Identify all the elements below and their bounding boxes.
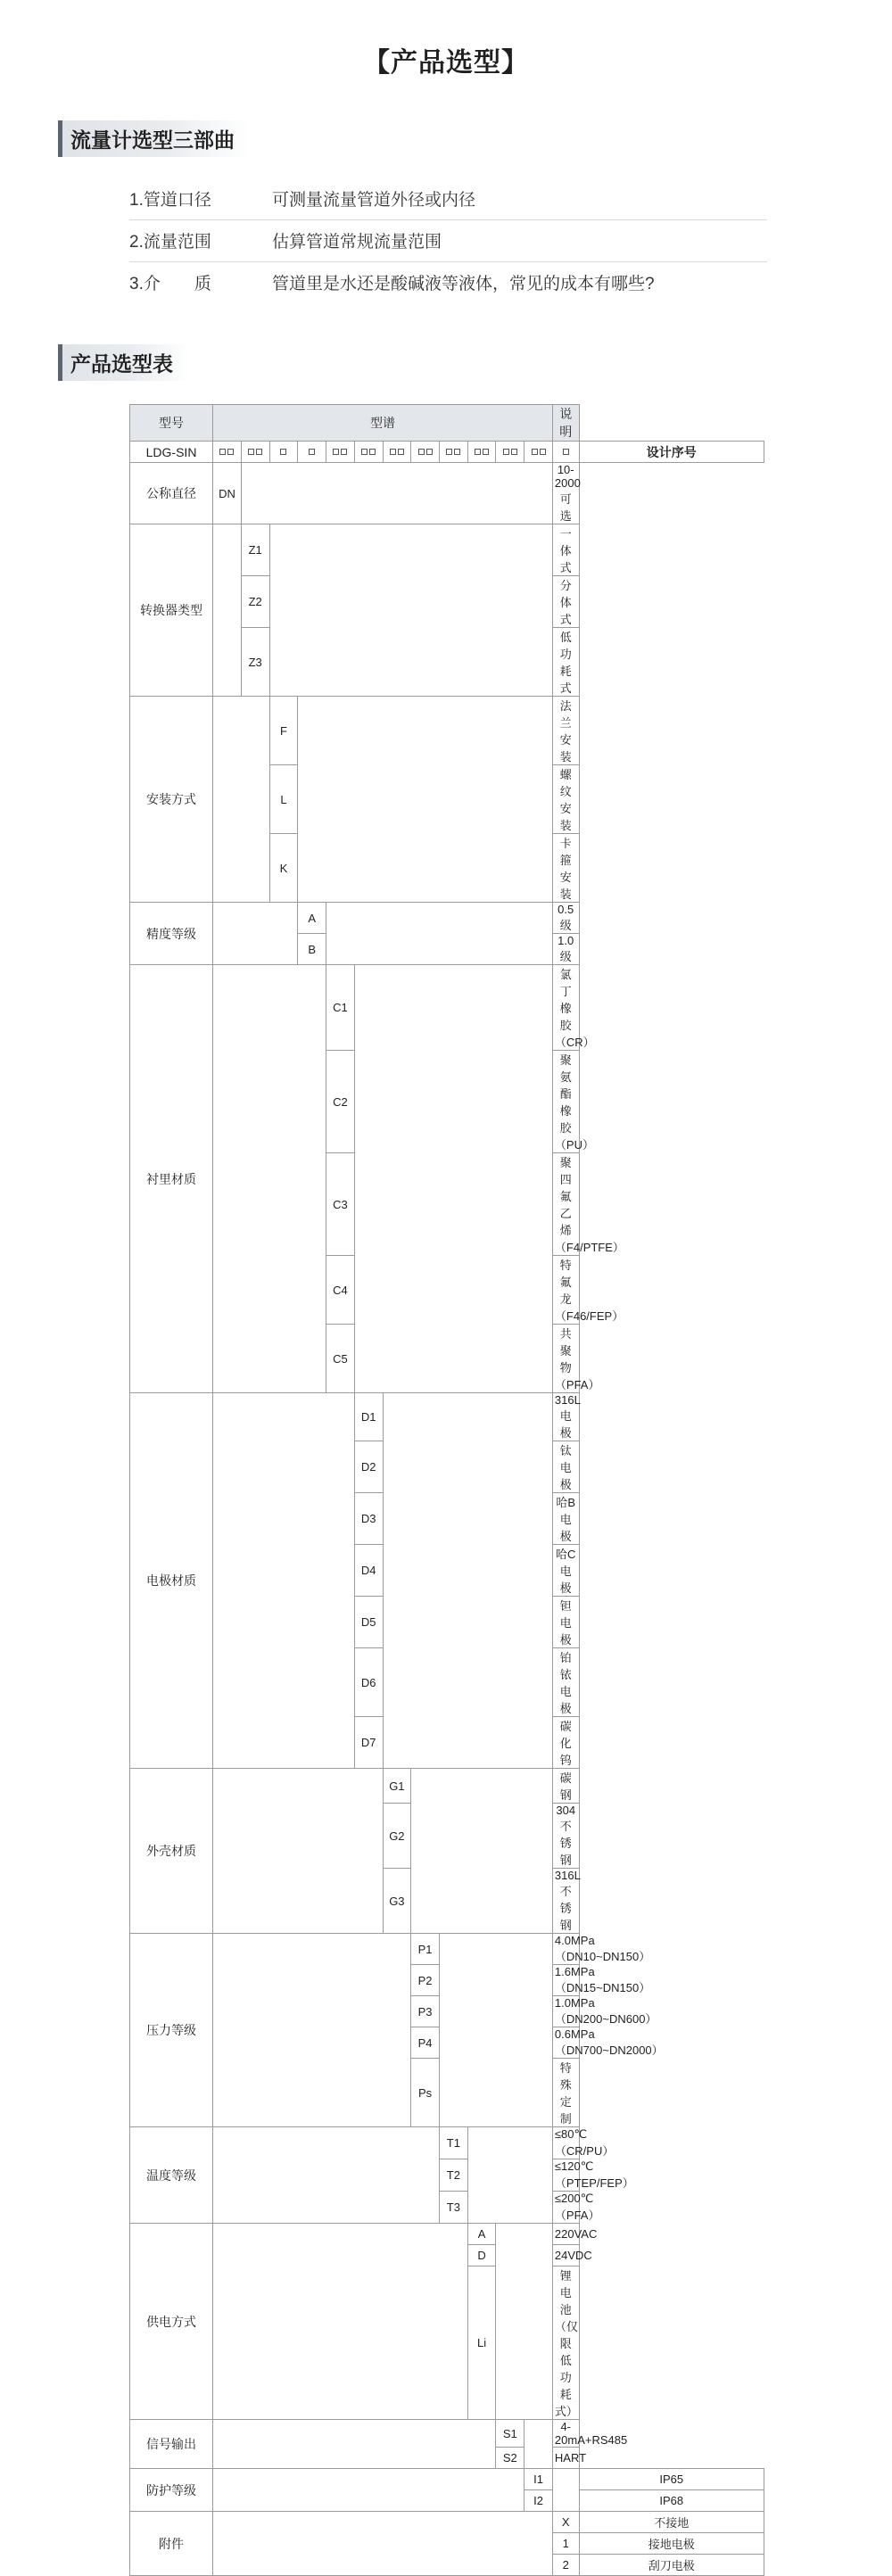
spec-code: I2	[524, 2490, 553, 2512]
spec-code: DN	[213, 463, 242, 524]
step-text: 管道里是水还是酸碱液等液体，常见的成本有哪些?	[272, 275, 655, 293]
code-box	[467, 442, 496, 463]
table-row	[130, 903, 764, 934]
header-model: 型号	[130, 405, 213, 442]
selection-steps-list	[129, 178, 767, 303]
spacer-cell	[213, 903, 298, 965]
row-label: 附件	[130, 2512, 213, 2576]
spec-desc: 特殊定制	[552, 2059, 579, 2127]
spec-desc: IP68	[579, 2490, 764, 2512]
row-label: 信号输出	[130, 2420, 213, 2469]
row-label: 外壳材质	[130, 1769, 213, 1934]
spec-code: Z3	[241, 628, 269, 697]
spec-desc: 24VDC	[552, 2245, 579, 2266]
spacer-cell	[213, 2224, 468, 2420]
spec-code: X	[552, 2512, 579, 2533]
spec-desc: 0.5级	[552, 903, 579, 934]
table-row	[130, 2127, 764, 2159]
spacer-cell	[241, 463, 552, 524]
spec-desc: 哈C电极	[552, 1545, 579, 1597]
row-label: 温度等级	[130, 2127, 213, 2224]
spec-desc: 4-20mA+RS485	[552, 2420, 579, 2448]
spacer-cell	[552, 2469, 579, 2512]
step-text: 估算管道常规流量范围	[272, 233, 442, 252]
spec-desc: 法兰安装	[552, 697, 579, 765]
spec-desc: 共聚物（PFA）	[552, 1325, 579, 1393]
spacer-cell	[213, 1769, 383, 1934]
spec-desc: 316L不锈钢	[552, 1869, 579, 1934]
spec-code: P4	[411, 2027, 440, 2059]
spec-code: G1	[383, 1769, 411, 1804]
spec-desc: 刮刀电极	[579, 2555, 764, 2576]
row-label: 压力等级	[130, 1934, 213, 2127]
step-text: 可测量流量管道外径或内径	[272, 191, 476, 210]
step-label: 3.介 质	[129, 275, 211, 293]
spec-code: S1	[496, 2420, 524, 2448]
page-title: 【产品选型】	[363, 48, 529, 78]
spec-desc: 分体式	[552, 576, 579, 628]
code-box	[524, 442, 553, 463]
spec-code: D1	[354, 1393, 383, 1441]
spec-code: D	[467, 2245, 496, 2266]
spacer-cell	[524, 2420, 553, 2469]
spec-desc: IP65	[579, 2469, 764, 2490]
spec-code: T3	[439, 2192, 467, 2224]
code-box	[298, 442, 326, 463]
spec-desc: 锂电池（仅限低功耗式）	[552, 2266, 579, 2420]
spec-desc: 0.6MPa（DN700~DN2000）	[552, 2027, 579, 2059]
spec-code: G2	[383, 1804, 411, 1869]
spec-code: C2	[326, 1051, 355, 1153]
code-box	[496, 442, 524, 463]
header-description: 说明	[552, 405, 579, 442]
spec-desc: 钛电极	[552, 1441, 579, 1493]
spec-desc: 氯丁橡胶（CR）	[552, 965, 579, 1051]
step-label: 2.流量范围	[129, 233, 211, 252]
spec-desc: 低功耗式	[552, 628, 579, 697]
spec-desc: 聚氨酯橡胶（PU）	[552, 1051, 579, 1153]
table-row	[130, 2512, 764, 2533]
spec-code: T1	[439, 2127, 467, 2159]
spacer-cell	[213, 697, 269, 903]
code-box	[552, 442, 579, 463]
code-box	[326, 442, 355, 463]
code-box	[269, 442, 298, 463]
row-label: 电极材质	[130, 1393, 213, 1769]
table-row	[130, 442, 764, 463]
spacer-cell	[383, 1393, 552, 1769]
spec-desc: 特氟龙（F46/FEP）	[552, 1256, 579, 1325]
list-item	[129, 178, 767, 220]
spec-desc: HART	[552, 2448, 579, 2469]
spec-code: D3	[354, 1493, 383, 1545]
spec-code: A	[298, 903, 326, 934]
row-label: 精度等级	[130, 903, 213, 965]
spec-desc: 1.6MPa（DN15~DN150）	[552, 1965, 579, 1996]
model-code: LDG-SIN	[130, 442, 213, 463]
code-box	[213, 442, 242, 463]
spec-desc: 316L电极	[552, 1393, 579, 1441]
spec-desc: 聚四氟乙烯（F4/PTFE）	[552, 1153, 579, 1256]
spec-code: B	[298, 934, 326, 965]
spec-desc: 铂铱电极	[552, 1648, 579, 1717]
spacer-cell	[467, 2127, 552, 2224]
row-label: 衬里材质	[130, 965, 213, 1393]
spacer-cell	[213, 2420, 496, 2469]
spec-code: L	[269, 765, 298, 834]
spec-desc: 1.0MPa（DN200~DN600）	[552, 1996, 579, 2027]
spec-desc: ≤80℃（CR/PU）	[552, 2127, 579, 2159]
spec-desc: 304不锈钢	[552, 1804, 579, 1869]
spec-code: C3	[326, 1153, 355, 1256]
spec-code: D2	[354, 1441, 383, 1493]
row-label: 安装方式	[130, 697, 213, 903]
table-row	[130, 697, 764, 765]
spec-code: G3	[383, 1869, 411, 1934]
spacer-cell	[213, 524, 242, 697]
spacer-cell	[411, 1769, 553, 1934]
code-box	[411, 442, 440, 463]
table-row	[130, 524, 764, 576]
spec-code: P2	[411, 1965, 440, 1996]
section-heading-table: 产品选型表	[58, 344, 189, 381]
code-box	[241, 442, 269, 463]
table-row	[130, 1769, 764, 1804]
spacer-cell	[213, 2469, 524, 2512]
code-box	[354, 442, 383, 463]
spec-code: C5	[326, 1325, 355, 1393]
table-header-row	[130, 405, 764, 442]
spec-table-wrapper	[129, 404, 764, 2576]
spacer-cell	[213, 965, 326, 1393]
spec-code: D6	[354, 1648, 383, 1717]
spec-desc: 碳钢	[552, 1769, 579, 1804]
spec-code: C4	[326, 1256, 355, 1325]
spacer-cell	[213, 1934, 411, 2127]
spec-code: Li	[467, 2266, 496, 2420]
spacer-cell	[298, 697, 553, 903]
table-row	[130, 1393, 764, 1441]
list-item	[129, 262, 767, 303]
spec-code: T2	[439, 2159, 467, 2192]
spacer-cell	[269, 524, 552, 697]
spec-desc: 碳化钨	[552, 1717, 579, 1769]
spec-code: P3	[411, 1996, 440, 2027]
spec-code: Z1	[241, 524, 269, 576]
row-label: 供电方式	[130, 2224, 213, 2420]
spec-desc: 钽电极	[552, 1597, 579, 1648]
spec-desc: 接地电极	[579, 2533, 764, 2555]
spec-code: Z2	[241, 576, 269, 628]
spec-desc: 不接地	[579, 2512, 764, 2533]
row-label: 转换器类型	[130, 524, 213, 697]
spec-desc: 10-2000可选	[552, 463, 579, 524]
table-row	[130, 463, 764, 524]
row-label: 公称直径	[130, 463, 213, 524]
spacer-cell	[213, 2512, 553, 2576]
model-description: 设计序号	[579, 442, 764, 463]
spacer-cell	[213, 1393, 355, 1769]
spec-desc: 1.0级	[552, 934, 579, 965]
spec-desc: 哈B电极	[552, 1493, 579, 1545]
spec-desc: ≤120℃（PTEP/FEP）	[552, 2159, 579, 2192]
step-label: 1.管道口径	[129, 191, 211, 210]
product-selection-table	[129, 404, 764, 2576]
table-row	[130, 2420, 764, 2448]
table-row	[130, 2469, 764, 2490]
spec-code: 2	[552, 2555, 579, 2576]
spec-desc: 卡箍安装	[552, 834, 579, 903]
header-spectrum: 型谱	[213, 405, 553, 442]
spec-code: Ps	[411, 2059, 440, 2127]
spacer-cell	[213, 2127, 440, 2224]
spec-code: C1	[326, 965, 355, 1051]
code-box	[383, 442, 411, 463]
spacer-cell	[439, 1934, 552, 2127]
section-heading-steps: 流量计选型三部曲	[58, 120, 251, 157]
spec-desc: 220VAC	[552, 2224, 579, 2245]
spec-code: D7	[354, 1717, 383, 1769]
spec-desc: ≤200℃（PFA）	[552, 2192, 579, 2224]
spec-code: F	[269, 697, 298, 765]
spec-code: D4	[354, 1545, 383, 1597]
spec-code: P1	[411, 1934, 440, 1965]
table-row	[130, 2224, 764, 2245]
list-item	[129, 220, 767, 262]
spec-code: I1	[524, 2469, 553, 2490]
spec-code: D5	[354, 1597, 383, 1648]
spacer-cell	[496, 2224, 552, 2420]
spacer-cell	[326, 903, 553, 965]
spacer-cell	[354, 965, 552, 1393]
spec-code: 1	[552, 2533, 579, 2555]
spec-desc: 4.0MPa（DN10~DN150）	[552, 1934, 579, 1965]
spec-code: K	[269, 834, 298, 903]
spec-desc: 螺纹安装	[552, 765, 579, 834]
spec-desc: 一体式	[552, 524, 579, 576]
table-row	[130, 1934, 764, 1965]
code-box	[439, 442, 467, 463]
spec-code: A	[467, 2224, 496, 2245]
spec-code: S2	[496, 2448, 524, 2469]
table-row	[130, 965, 764, 1051]
row-label: 防护等级	[130, 2469, 213, 2512]
